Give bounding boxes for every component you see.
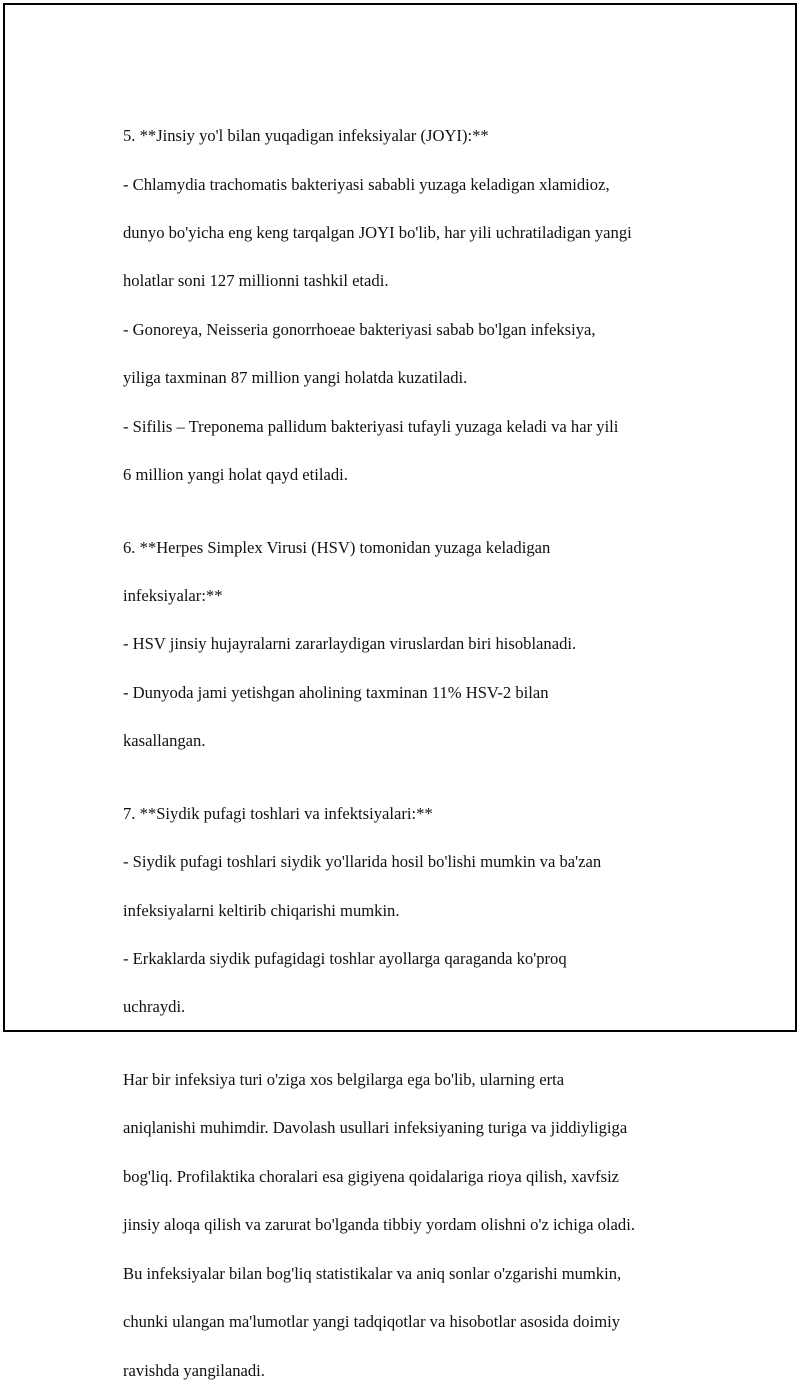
text-line: - HSV jinsiy hujayralarni zararlaydigan viruslardan biri hisoblanadi. (123, 634, 577, 654)
section-hsv (123, 511, 723, 753)
text-line: 5. **Jinsiy yo'l bilan yuqadigan infeksiyalar (JOYI):** (123, 126, 489, 146)
text-line: bog'liq. Profilaktika choralari esa gigiyena qoidalariga rioya qilish, xavfsiz (123, 1166, 620, 1186)
text-line: holatlar soni 127 millionni tashkil etadi. (123, 271, 389, 291)
text-line: dunyo bo'yicha eng keng tarqalgan JOYI bo'lib, har yili uchratiladigan yangi (123, 223, 632, 243)
text-line: kasallangan. (123, 731, 206, 751)
page-frame (3, 3, 797, 1380)
text-line: 6. **Herpes Simplex Virusi (HSV) tomonidan yuzaga keladigan (123, 537, 551, 557)
text-line: aniqlanishi muhimdir. Davolash usullari infeksiyaning turiga va jiddiyligiga (123, 1118, 628, 1138)
text-line: yiliga taxminan 87 million yangi holatda kuzatiladi. (123, 368, 468, 388)
text-line: jinsiy aloqa qilish va zarurat bo'lganda tibbiy yordam olishni o'z ichiga oladi. (123, 1215, 635, 1235)
text-line: infeksiyalar:** (123, 586, 223, 606)
text-line: - Sifilis – Treponema pallidum bakteriyasi tufayli yuzaga keladi va har yili (123, 416, 619, 436)
text-line: - Dunyoda jami yetishgan aholining taxminan 11% HSV-2 bilan (123, 682, 549, 702)
text-line: ravishda yangilanadi. (123, 1360, 265, 1380)
text-line: infeksiyalarni keltirib chiqarishi mumkin. (123, 900, 400, 920)
text-line: - Siydik pufagi toshlari siydik yo'llarida hosil bo'lishi mumkin va ba'zan (123, 852, 602, 872)
text-line: uchraydi. (123, 997, 186, 1017)
text-line: 6 million yangi holat qayd etiladi. (123, 465, 348, 485)
section-summary (123, 1044, 723, 1383)
section-stds (123, 100, 723, 487)
document-body (123, 100, 723, 1383)
text-line: chunki ulangan ma'lumotlar yangi tadqiqotlar va hisobotlar asosida doimiy (123, 1312, 621, 1332)
text-line: - Chlamydia trachomatis bakteriyasi sababli yuzaga keladigan xlamidioz, (123, 174, 610, 194)
text-line: Bu infeksiyalar bilan bog'liq statistikalar va aniq sonlar o'zgarishi mumkin, (123, 1263, 622, 1283)
section-bladder (123, 778, 723, 1020)
text-line: Har bir infeksiya turi o'ziga xos belgilarga ega bo'lib, ularning erta (123, 1070, 565, 1090)
text-line: - Erkaklarda siydik pufagidagi toshlar ayollarga qaraganda ko'proq (123, 949, 567, 969)
text-line: - Gonoreya, Neisseria gonorrhoeae bakteriyasi sabab bo'lgan infeksiya, (123, 319, 596, 339)
text-line: 7. **Siydik pufagi toshlari va infektsiyalari:** (123, 803, 433, 823)
